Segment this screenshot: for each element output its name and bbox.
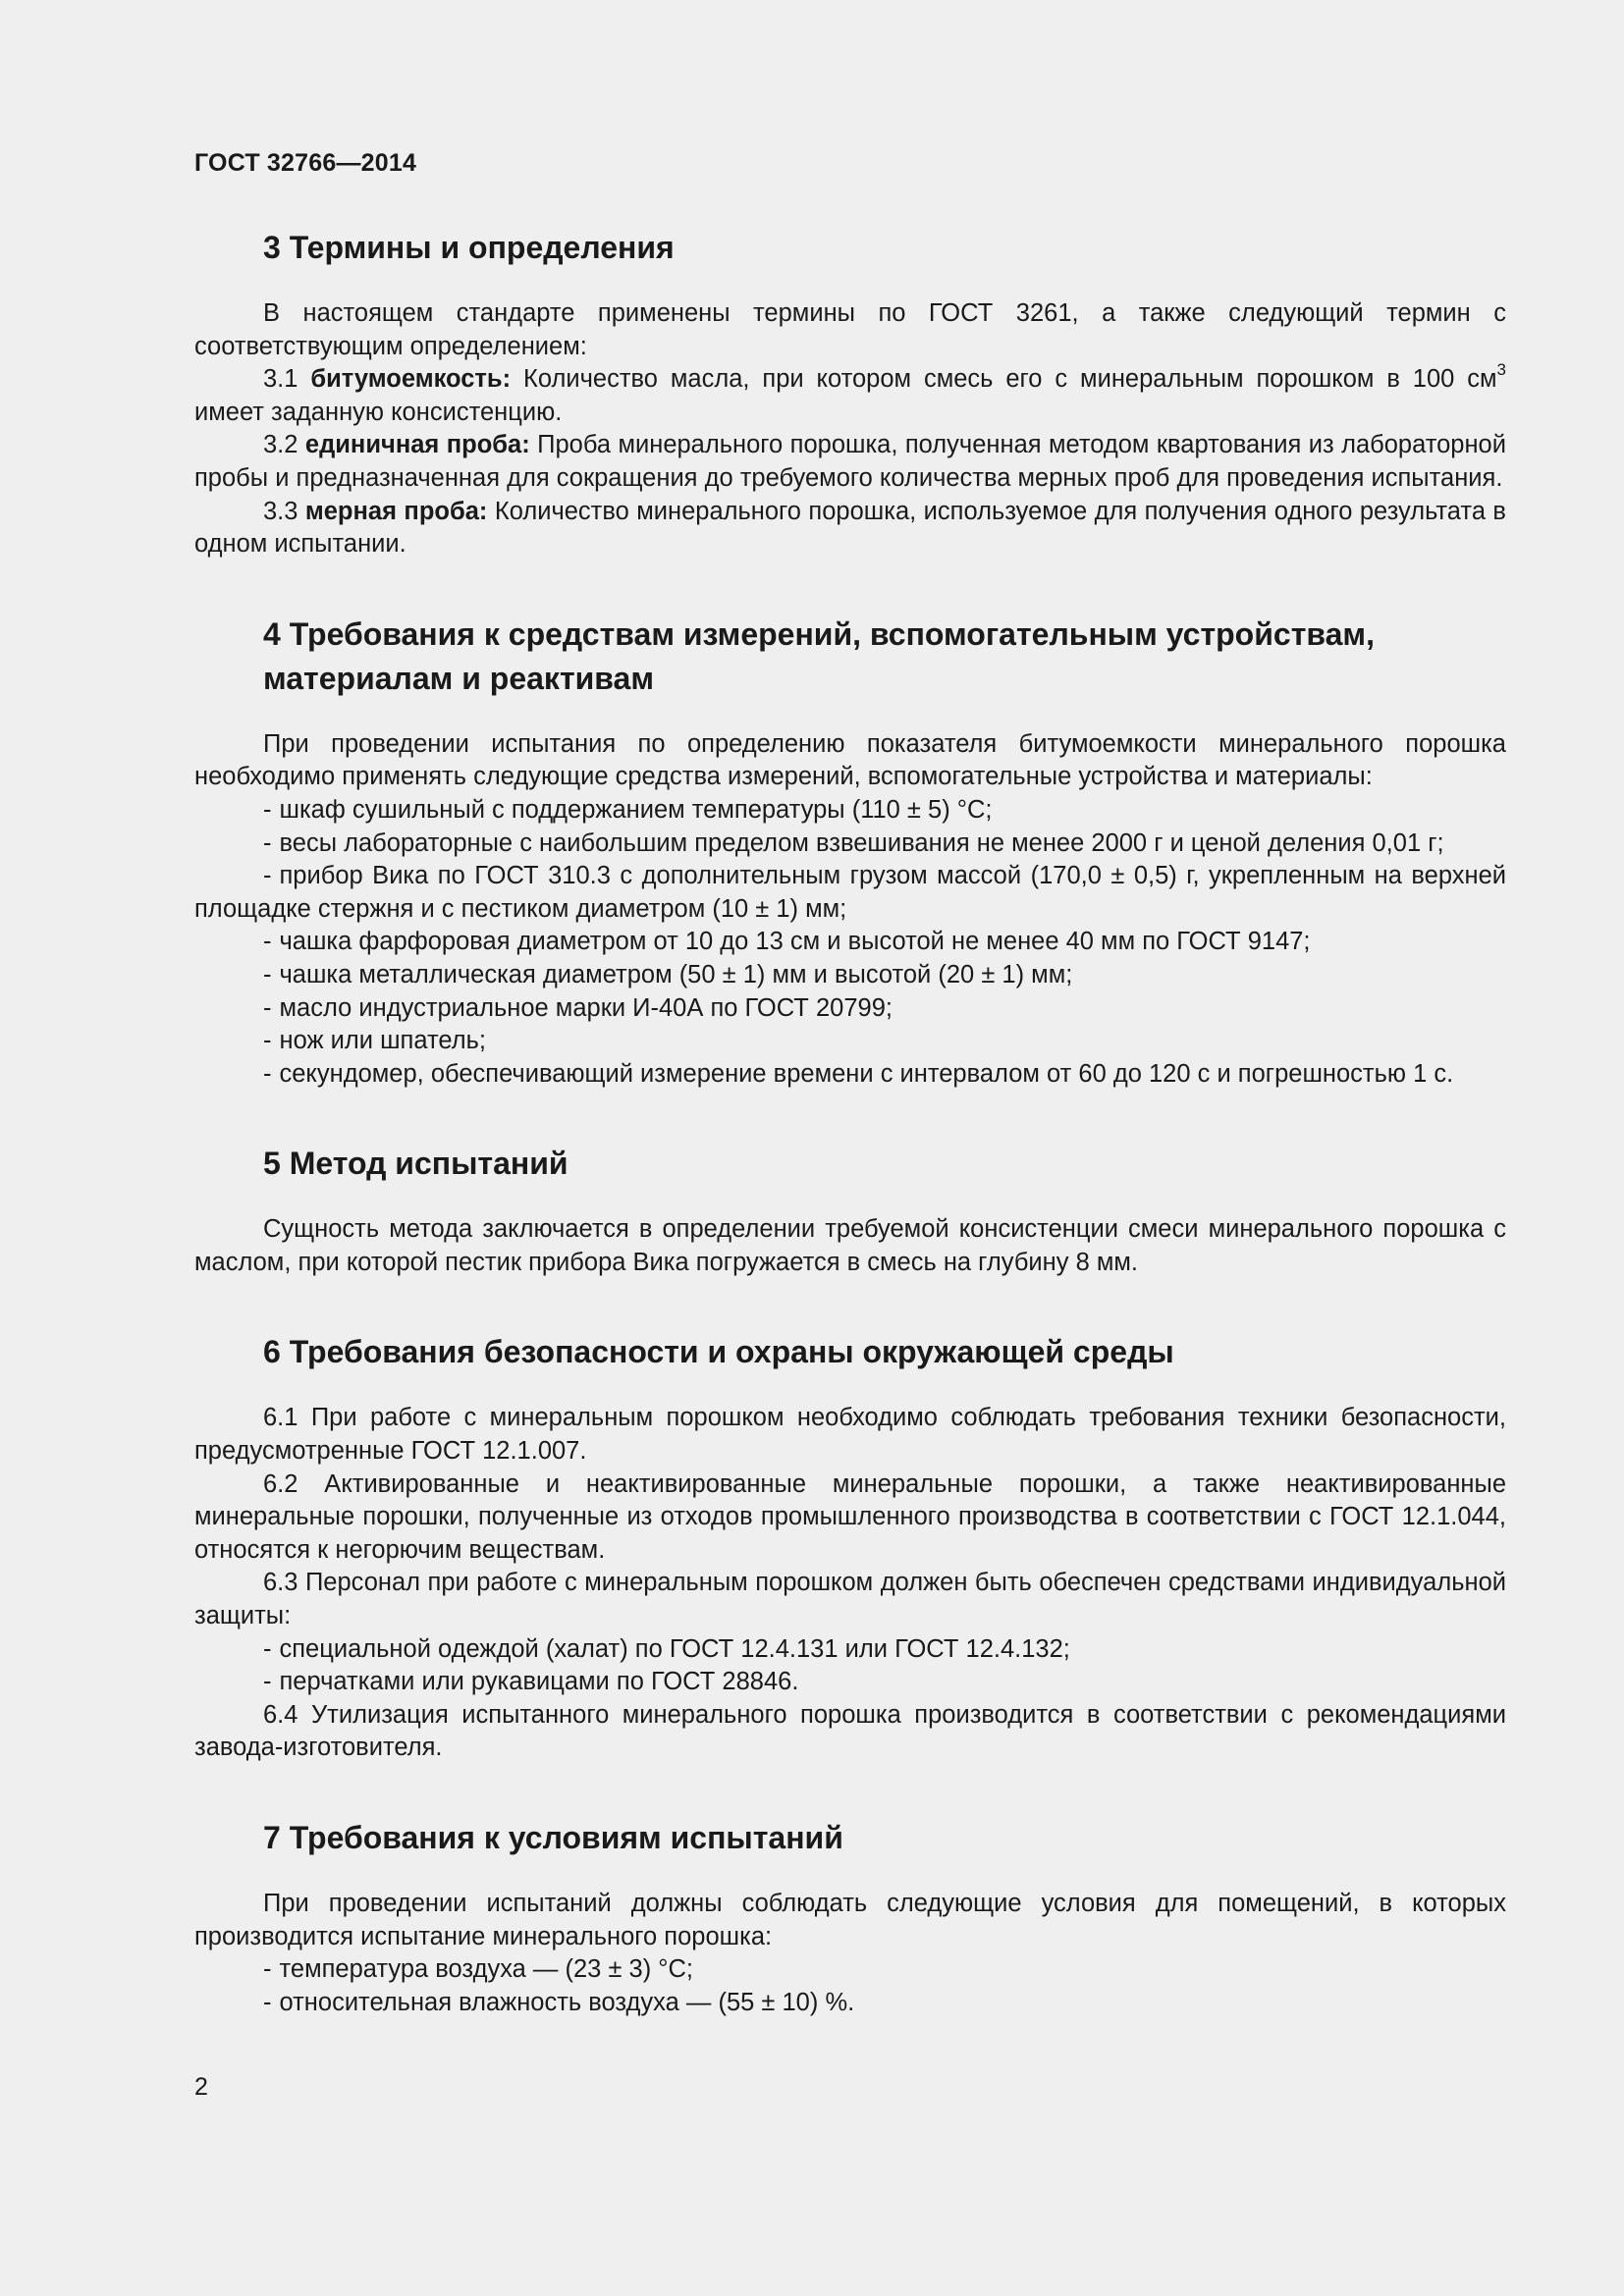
term-3-2-number: 3.2 bbox=[263, 431, 298, 459]
list-item: - секундомер, обеспечивающий измерение времени с интервалом от 60 до 120 с и погрешностью 1 с. bbox=[263, 1059, 1454, 1088]
section-6-1: 6.1 При работе с минеральным порошком необходимо соблюдать требования техники безопасности, предусмотренные ГОСТ 12.1.007. bbox=[194, 1404, 1506, 1466]
section-3 bbox=[194, 226, 1506, 561]
section-3-title: 3 Термины и определения bbox=[263, 230, 675, 265]
list-item: - нож или шпатель; bbox=[263, 1027, 486, 1055]
page-number: 2 bbox=[194, 2073, 208, 2101]
list-item: - относительная влажность воздуха — (55 ± 10) %. bbox=[263, 1988, 855, 2016]
term-3-3-definition: Количество минерального порошка, используемое для получения одного результата в одном испытании. bbox=[194, 497, 1506, 559]
section-4-title-line1: 4 Требования к средствам измерений, вспомогательным устройствам, bbox=[263, 615, 1375, 652]
term-3-3-number: 3.3 bbox=[263, 497, 298, 525]
section-7 bbox=[194, 1816, 1506, 2019]
section-6-4: 6.4 Утилизация испытанного минерального порошка производится в соответствии с рекомендациями завода-изготовителя. bbox=[194, 1700, 1506, 1762]
section-4-title bbox=[194, 613, 1506, 701]
section-7-title: 7 Требования к условиям испытаний bbox=[263, 1820, 843, 1855]
term-3-1 bbox=[194, 360, 1507, 429]
section-6-title: 6 Требования безопасности и охраны окружающей среды bbox=[263, 1334, 1174, 1370]
list-item: - шкаф сушильный с поддержанием температуры (110 ± 5) °С; bbox=[263, 795, 993, 824]
section-7-intro: При проведении испытаний должны соблюдать следующие условия для помещений, в которых производится испытание минерального порошка: bbox=[194, 1890, 1506, 1950]
section-6 bbox=[194, 1330, 1506, 1765]
section-3-intro: В настоящем стандарте применены термины по ГОСТ 3261, а также следующий термин с соответствующим определением: bbox=[194, 299, 1506, 360]
term-3-1-definition: Количество масла, при котором смесь его с минеральным порошком в 100 см bbox=[523, 365, 1497, 394]
list-item: - масло индустриальное марки И-40А по ГОСТ 20799; bbox=[263, 993, 893, 1022]
list-item: - прибор Вика по ГОСТ 310.3 с дополнительным грузом массой (170,0 ± 0,5) г, укрепленным на верхней площадке стержня и с пестиком диаметром (10 ± 1) мм; bbox=[194, 862, 1506, 923]
term-3-1-definition-end: имеет заданную консистенцию. bbox=[194, 398, 563, 426]
section-5-text: Сущность метода заключается в определении требуемой консистенции смеси минерального порошка с маслом, при которой пестик прибора Вика погружается в смесь на глубину 8 мм. bbox=[194, 1215, 1506, 1276]
section-6-3: 6.3 Персонал при работе с минеральным порошком должен быть обеспечен средствами индивидуальной защиты: bbox=[194, 1569, 1506, 1630]
list-item: - специальной одеждой (халат) по ГОСТ 12.4.131 или ГОСТ 12.4.132; bbox=[263, 1634, 1070, 1663]
term-3-3-term: мерная проба: bbox=[304, 497, 488, 525]
term-3-2 bbox=[194, 429, 1506, 495]
term-3-3 bbox=[194, 496, 1506, 561]
section-4-title-line2: материалам и реактивам bbox=[263, 660, 654, 696]
section-5 bbox=[194, 1142, 1506, 1279]
term-3-1-number: 3.1 bbox=[263, 365, 298, 394]
term-3-2-term: единичная проба: bbox=[304, 431, 530, 459]
list-item: - весы лабораторные с наибольшим пределом взвешивания не менее 2000 г и ценой деления 0,01 г; bbox=[263, 828, 1444, 857]
page-body bbox=[194, 147, 1506, 2019]
document-header: ГОСТ 32766—2014 bbox=[194, 149, 417, 177]
list-item: - перчатками или рукавицами по ГОСТ 28846. bbox=[263, 1668, 799, 1696]
list-item: - температура воздуха — (23 ± 3) °С; bbox=[263, 1955, 693, 1984]
term-3-1-term: битумоемкость: bbox=[310, 365, 512, 394]
list-item: - чашка металлическая диаметром (50 ± 1) мм и высотой (20 ± 1) мм; bbox=[263, 960, 1073, 988]
section-4 bbox=[194, 613, 1506, 1092]
term-3-1-superscript: 3 bbox=[1496, 360, 1507, 380]
term-3-2-definition: Проба минерального порошка, полученная методом квартования из лабораторной пробы и предназначенная для сокращения до требуемого количества мерных проб для проведения испытания. bbox=[194, 431, 1506, 492]
list-item: - чашка фарфоровая диаметром от 10 до 13 см и высотой не менее 40 мм по ГОСТ 9147; bbox=[263, 928, 1311, 956]
section-5-title: 5 Метод испытаний bbox=[263, 1146, 568, 1182]
section-4-intro: При проведении испытания по определению показателя битумоемкости минерального порошка необходимо применять следующие средства измерений, вспомогательные устройства и материалы: bbox=[194, 729, 1506, 791]
section-6-2: 6.2 Активированные и неактивированные минеральные порошки, а также неактивированные минеральные порошки, полученные из отходов промышленного производства в соответствии с ГОСТ 12.1.044, относятся к негорючим веществам. bbox=[194, 1469, 1506, 1564]
